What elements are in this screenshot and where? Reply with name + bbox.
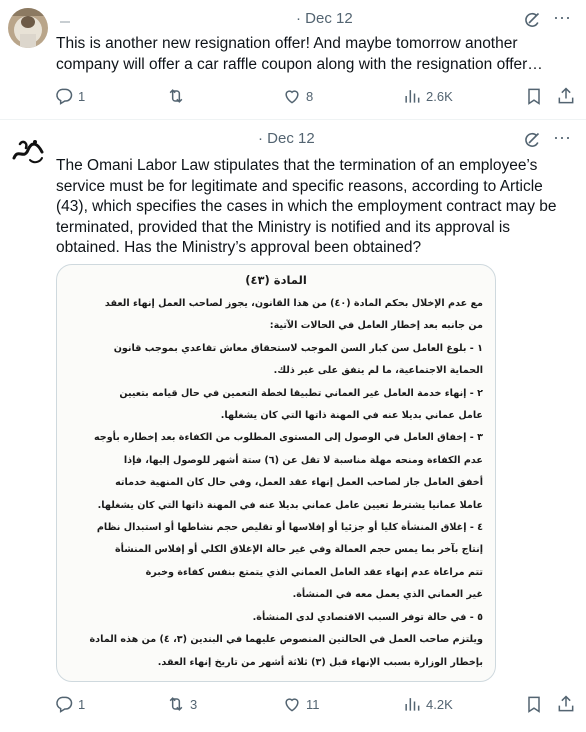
- repost-button[interactable]: [166, 692, 197, 716]
- document-line: عاملا عمانيا يشترط تعيين عامل عماني بديلا عنه في المهنة ذاتها التي كان يشغلها.: [97, 499, 483, 511]
- post-date[interactable]: · Dec 12: [296, 10, 353, 27]
- heart-icon: [282, 86, 302, 106]
- repost-icon: [166, 694, 186, 714]
- document-line: مع عدم الإخلال بحكم المادة (٤٠) من هذا القانون، يجوز لصاحب العمل إنهاء العقد: [104, 298, 483, 309]
- post-date[interactable]: · Dec 12: [258, 130, 315, 147]
- bookmark-icon: [524, 694, 544, 714]
- repost-button[interactable]: [166, 84, 190, 108]
- post[interactable]: [0, 0, 586, 120]
- post-text: The Omani Labor Law stipulates that the termination of an employee’s service must be for legitimate and specific reasons, according to Article (43), which specifies the cases in which the employment contract may be terminated, provided that the Ministry is notified and its approval is obtained. Has the Ministry’s approval been obtained?: [56, 157, 557, 256]
- share-icon: [556, 694, 576, 714]
- bookmark-icon: [524, 86, 544, 106]
- reply-button[interactable]: [54, 692, 85, 716]
- views-icon: [402, 86, 422, 106]
- views-button[interactable]: [402, 692, 453, 716]
- like-count: 8: [306, 88, 314, 104]
- redacted-name: [60, 21, 70, 23]
- like-button[interactable]: [282, 84, 313, 108]
- document-line: الحماية الاجتماعية، ما لم يتفق على غير ذلك.: [273, 365, 483, 377]
- document-line: ٤ - إغلاق المنشأة كليا أو جزئيا أو إفلاسها أو تقليص حجم نشاطها أو استبدال نظام: [96, 522, 483, 534]
- share-icon: [556, 86, 576, 106]
- document: [69, 273, 483, 673]
- document-line: ٣ - إخفاق العامل في الوصول إلى المستوى المطلوب من الكفاءة بعد إخطاره بأوجه: [93, 432, 483, 444]
- reply-count: 1: [78, 88, 86, 104]
- grok-icon[interactable]: [522, 10, 542, 30]
- document-line: من جانبه بعد إخطار العامل في الحالات الآتية:: [269, 320, 483, 332]
- bookmark-button[interactable]: [524, 692, 544, 716]
- avatar[interactable]: [8, 130, 48, 170]
- document-title: المادة (٤٣): [245, 273, 307, 287]
- post-text: This is another new resignation offer! And maybe tomorrow another company will offer a car raffle coupon along with the resignation offer…: [56, 35, 543, 73]
- avatar[interactable]: [8, 8, 48, 48]
- document-line: عدم الكفاءة ومنحه مهلة مناسبة لا تقل عن (٦) ستة أشهر للوصول إليها، فإذا: [123, 454, 483, 466]
- document-line: أخفق العامل جاز لصاحب العمل إنهاء عقد العمل، وفي حال كان المنهية خدماته: [115, 477, 483, 489]
- document-line: ويلتزم صاحب العمل في الحالتين المنصوص عليهما في البندين (٣، ٤) من هذه المادة: [89, 634, 483, 646]
- document-line: غير العماني الذي يعمل معه في المنشأة.: [292, 589, 483, 601]
- reply-button[interactable]: [54, 84, 85, 108]
- reply-icon: [54, 86, 74, 106]
- reply-count: 1: [78, 696, 86, 712]
- action-bar: [46, 692, 586, 716]
- views-icon: [402, 694, 422, 714]
- document-line: بإخطار الوزارة بسبب الإنهاء قبل (٣) ثلاثة أشهر من تاريخ إنهاء العقد.: [157, 656, 483, 668]
- like-button[interactable]: [282, 692, 320, 716]
- more-icon[interactable]: ···: [553, 127, 571, 147]
- document-line: ١ - بلوغ العامل سن كبار السن الموجب لاستحقاق معاش تقاعدي بموجب قانون: [113, 342, 483, 354]
- views-count: 2.6K: [426, 88, 453, 104]
- views-button[interactable]: [402, 84, 453, 108]
- document-line: إنتاج بآخر بما يمس حجم العمالة وفي غير حالة الإغلاق الكلي أو إفلاس المنشأة: [114, 544, 483, 556]
- views-count: 4.2K: [426, 696, 453, 712]
- like-count: 11: [306, 696, 320, 712]
- reply-icon: [54, 694, 74, 714]
- repost-icon: [166, 86, 186, 106]
- document-line: تتم مراعاة عدم إنهاء عقد العامل العماني الذي يتمتع بنفس كفاءة وخبرة: [145, 566, 483, 578]
- document-line: ٥ - في حالة توفر السبب الاقتصادي لدى المنشأة.: [252, 611, 483, 623]
- bookmark-button[interactable]: [524, 84, 544, 108]
- heart-icon: [282, 694, 302, 714]
- document-image[interactable]: [56, 264, 496, 682]
- post[interactable]: [0, 120, 586, 732]
- repost-count: 3: [190, 696, 198, 712]
- more-icon[interactable]: ···: [553, 7, 571, 27]
- document-line: ٢ - إنهاء خدمة العامل غير العماني تطبيقا لخطة التعمين في حال قيامه بتعيين: [119, 387, 483, 399]
- grok-icon[interactable]: [522, 130, 542, 150]
- share-button[interactable]: [556, 692, 576, 716]
- action-bar: [46, 84, 586, 108]
- document-line: عامل عماني بديلا عنه في المهنة ذاتها التي كان يشغلها.: [220, 410, 483, 422]
- share-button[interactable]: [556, 84, 576, 108]
